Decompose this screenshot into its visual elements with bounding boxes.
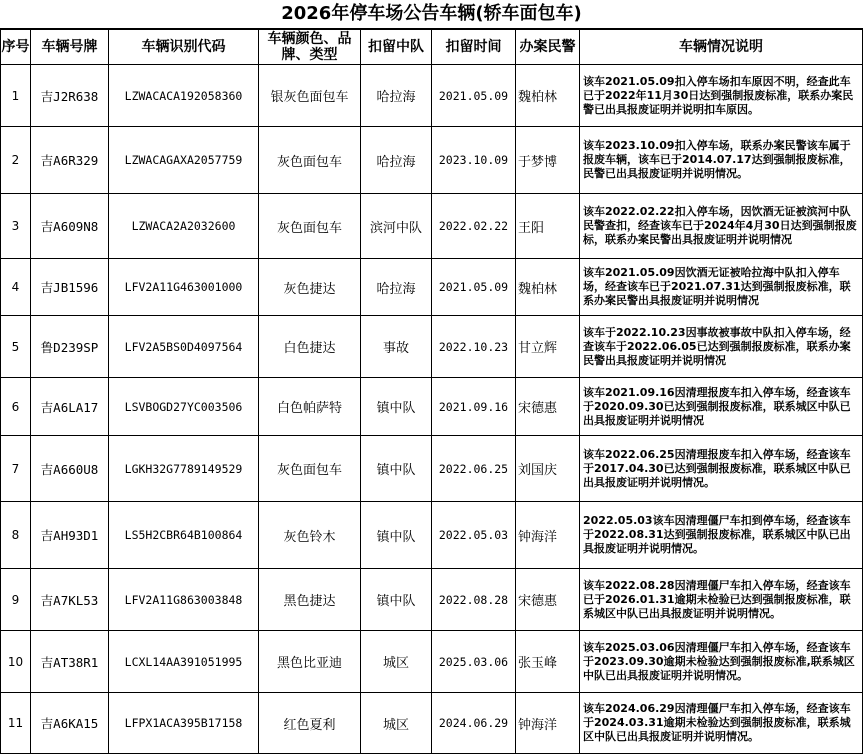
cell-officer: 钟海洋 bbox=[516, 693, 580, 754]
sheet-title: 2026年停车场公告车辆(轿车面包车) bbox=[0, 0, 863, 29]
cell-plate: 吉A7KL53 bbox=[31, 569, 109, 631]
cell-officer: 魏柏林 bbox=[516, 259, 580, 316]
cell-no: 5 bbox=[1, 316, 31, 378]
cell-officer: 魏柏林 bbox=[516, 65, 580, 127]
cell-vin: LZWACAGAXA2057759 bbox=[109, 127, 259, 194]
cell-date: 2022.08.28 bbox=[432, 569, 516, 631]
cell-vehicle: 白色帕萨特 bbox=[259, 378, 361, 436]
cell-vehicle: 黑色比亚迪 bbox=[259, 631, 361, 693]
cell-no: 1 bbox=[1, 65, 31, 127]
cell-note: 该车2025.03.06因清理僵尸车扣入停车场，经查该车于2023.09.30逾期未检验达到强制报废标准,联系城区中队已出具报废证明并说明情况。 bbox=[580, 631, 863, 693]
cell-vehicle: 灰色捷达 bbox=[259, 259, 361, 316]
cell-no: 9 bbox=[1, 569, 31, 631]
cell-note: 该车2021.09.16因清理报废车扣入停车场，经查该车于2020.09.30已达到强制报废标准，联系城区中队已出具报废证明并说明情况 bbox=[580, 378, 863, 436]
cell-plate: 吉A6KA15 bbox=[31, 693, 109, 754]
table-row bbox=[1, 127, 863, 194]
cell-vin: LFV2A11G463001000 bbox=[109, 259, 259, 316]
cell-vehicle: 黑色捷达 bbox=[259, 569, 361, 631]
cell-officer: 刘国庆 bbox=[516, 436, 580, 502]
cell-note: 该车2022.02.22扣入停车场，因饮酒无证被滨河中队民警查扣，经查该车已于2024年4月30日达到强制报废标，联系办案民警出具报废证明并说明情况 bbox=[580, 194, 863, 259]
cell-note: 该车2023.10.09扣入停车场，联系办案民警该车属于报废车辆，该车已于2014.07.17达到强制报废标准，民警已出具报废证明并说明情况。 bbox=[580, 127, 863, 194]
table-row bbox=[1, 693, 863, 754]
table-row bbox=[1, 569, 863, 631]
header-officer: 办案民警 bbox=[516, 30, 580, 65]
cell-officer: 宋德惠 bbox=[516, 378, 580, 436]
cell-officer: 王阳 bbox=[516, 194, 580, 259]
cell-plate: 吉A6R329 bbox=[31, 127, 109, 194]
cell-officer: 钟海洋 bbox=[516, 502, 580, 569]
cell-team: 城区 bbox=[361, 693, 432, 754]
cell-no: 11 bbox=[1, 693, 31, 754]
cell-team: 镇中队 bbox=[361, 569, 432, 631]
cell-no: 8 bbox=[1, 502, 31, 569]
cell-date: 2024.06.29 bbox=[432, 693, 516, 754]
cell-no: 7 bbox=[1, 436, 31, 502]
header-note: 车辆情况说明 bbox=[580, 30, 863, 65]
cell-plate: 吉A660U8 bbox=[31, 436, 109, 502]
cell-vin: LS5H2CBR64B100864 bbox=[109, 502, 259, 569]
cell-vehicle: 灰色面包车 bbox=[259, 436, 361, 502]
cell-team: 城区 bbox=[361, 631, 432, 693]
cell-date: 2022.10.23 bbox=[432, 316, 516, 378]
cell-officer: 宋德惠 bbox=[516, 569, 580, 631]
cell-team: 镇中队 bbox=[361, 436, 432, 502]
cell-no: 3 bbox=[1, 194, 31, 259]
cell-date: 2021.09.16 bbox=[432, 378, 516, 436]
cell-team: 哈拉海 bbox=[361, 65, 432, 127]
cell-vehicle: 银灰色面包车 bbox=[259, 65, 361, 127]
cell-plate: 鲁D239SP bbox=[31, 316, 109, 378]
cell-note: 该车2022.06.25因清理报废车扣入停车场，经查该车于2017.04.30已达到强制报废标准，联系城区中队已出具报废证明并说明情况。 bbox=[580, 436, 863, 502]
cell-note: 该车2022.08.28因清理僵尸车扣入停车场，经查该车已于2026.01.31逾期未检验已达到强制报废标准，联系城区中队已出具报废证明并说明情况。 bbox=[580, 569, 863, 631]
cell-date: 2021.05.09 bbox=[432, 259, 516, 316]
header-plate: 车辆号牌 bbox=[31, 30, 109, 65]
cell-vin: LFV2A5BS0D4097564 bbox=[109, 316, 259, 378]
cell-vehicle: 灰色面包车 bbox=[259, 127, 361, 194]
cell-vin: LSVBOGD27YC003506 bbox=[109, 378, 259, 436]
table-row bbox=[1, 631, 863, 693]
cell-vin: LZWACA2A2032600 bbox=[109, 194, 259, 259]
cell-vehicle: 白色捷达 bbox=[259, 316, 361, 378]
header-vehicle: 车辆颜色、品牌、类型 bbox=[259, 30, 361, 65]
table-row bbox=[1, 502, 863, 569]
table-row bbox=[1, 378, 863, 436]
cell-note: 该车2021.05.09因饮酒无证被哈拉海中队扣入停车场，经查该车已于2021.07.31达到强制报废标准，联系办案民警出具报废证明并说明情况 bbox=[580, 259, 863, 316]
cell-team: 哈拉海 bbox=[361, 127, 432, 194]
cell-plate: 吉A609N8 bbox=[31, 194, 109, 259]
table-row bbox=[1, 259, 863, 316]
table-row bbox=[1, 194, 863, 259]
cell-date: 2022.06.25 bbox=[432, 436, 516, 502]
cell-officer: 张玉峰 bbox=[516, 631, 580, 693]
cell-team: 哈拉海 bbox=[361, 259, 432, 316]
cell-team: 事故 bbox=[361, 316, 432, 378]
cell-team: 镇中队 bbox=[361, 378, 432, 436]
cell-vehicle: 红色夏利 bbox=[259, 693, 361, 754]
cell-vin: LCXL14AA391051995 bbox=[109, 631, 259, 693]
cell-plate: 吉JB1596 bbox=[31, 259, 109, 316]
cell-plate: 吉AT38R1 bbox=[31, 631, 109, 693]
cell-vehicle: 灰色面包车 bbox=[259, 194, 361, 259]
cell-plate: 吉AH93D1 bbox=[31, 502, 109, 569]
cell-vin: LFPX1ACA395B17158 bbox=[109, 693, 259, 754]
header-date: 扣留时间 bbox=[432, 30, 516, 65]
cell-officer: 于梦博 bbox=[516, 127, 580, 194]
cell-date: 2023.10.09 bbox=[432, 127, 516, 194]
cell-note: 该车2024.06.29因清理僵尸车扣入停车场，经查该车于2024.03.31逾期未检验达到强制报废标准，联系城区中队已出具报废证明并说明情况。 bbox=[580, 693, 863, 754]
cell-no: 6 bbox=[1, 378, 31, 436]
cell-vehicle: 灰色铃木 bbox=[259, 502, 361, 569]
cell-no: 10 bbox=[1, 631, 31, 693]
cell-note: 2022.05.03该车因清理僵尸车扣到停车场，经查该车于2022.08.31达到强制报废标准，联系城区中队已出具报废证明并说明情况。 bbox=[580, 502, 863, 569]
header-row bbox=[1, 30, 863, 65]
cell-date: 2022.05.03 bbox=[432, 502, 516, 569]
table-row bbox=[1, 316, 863, 378]
cell-officer: 甘立辉 bbox=[516, 316, 580, 378]
header-no: 序号 bbox=[1, 30, 31, 65]
cell-date: 2022.02.22 bbox=[432, 194, 516, 259]
table-row bbox=[1, 65, 863, 127]
cell-date: 2021.05.09 bbox=[432, 65, 516, 127]
cell-plate: 吉J2R638 bbox=[31, 65, 109, 127]
cell-no: 4 bbox=[1, 259, 31, 316]
header-vin: 车辆识别代码 bbox=[109, 30, 259, 65]
cell-vin: LZWACACA192058360 bbox=[109, 65, 259, 127]
cell-date: 2025.03.06 bbox=[432, 631, 516, 693]
cell-team: 滨河中队 bbox=[361, 194, 432, 259]
header-team: 扣留中队 bbox=[361, 30, 432, 65]
cell-note: 该车2021.05.09扣入停车场扣车原因不明，经查此车已于2022年11月30日达到强制报废标准，联系办案民警已出具报废证明并说明扣车原因。 bbox=[580, 65, 863, 127]
cell-note: 该车于2022.10.23因事故被事故中队扣入停车场，经查该车于2022.06.05已达到强制报废标准，联系办案民警出具报废证明并说明情况 bbox=[580, 316, 863, 378]
table-row bbox=[1, 436, 863, 502]
cell-team: 镇中队 bbox=[361, 502, 432, 569]
vehicle-table bbox=[0, 29, 863, 754]
cell-vin: LFV2A11G863003848 bbox=[109, 569, 259, 631]
cell-plate: 吉A6LA17 bbox=[31, 378, 109, 436]
cell-vin: LGKH32G7789149529 bbox=[109, 436, 259, 502]
cell-no: 2 bbox=[1, 127, 31, 194]
